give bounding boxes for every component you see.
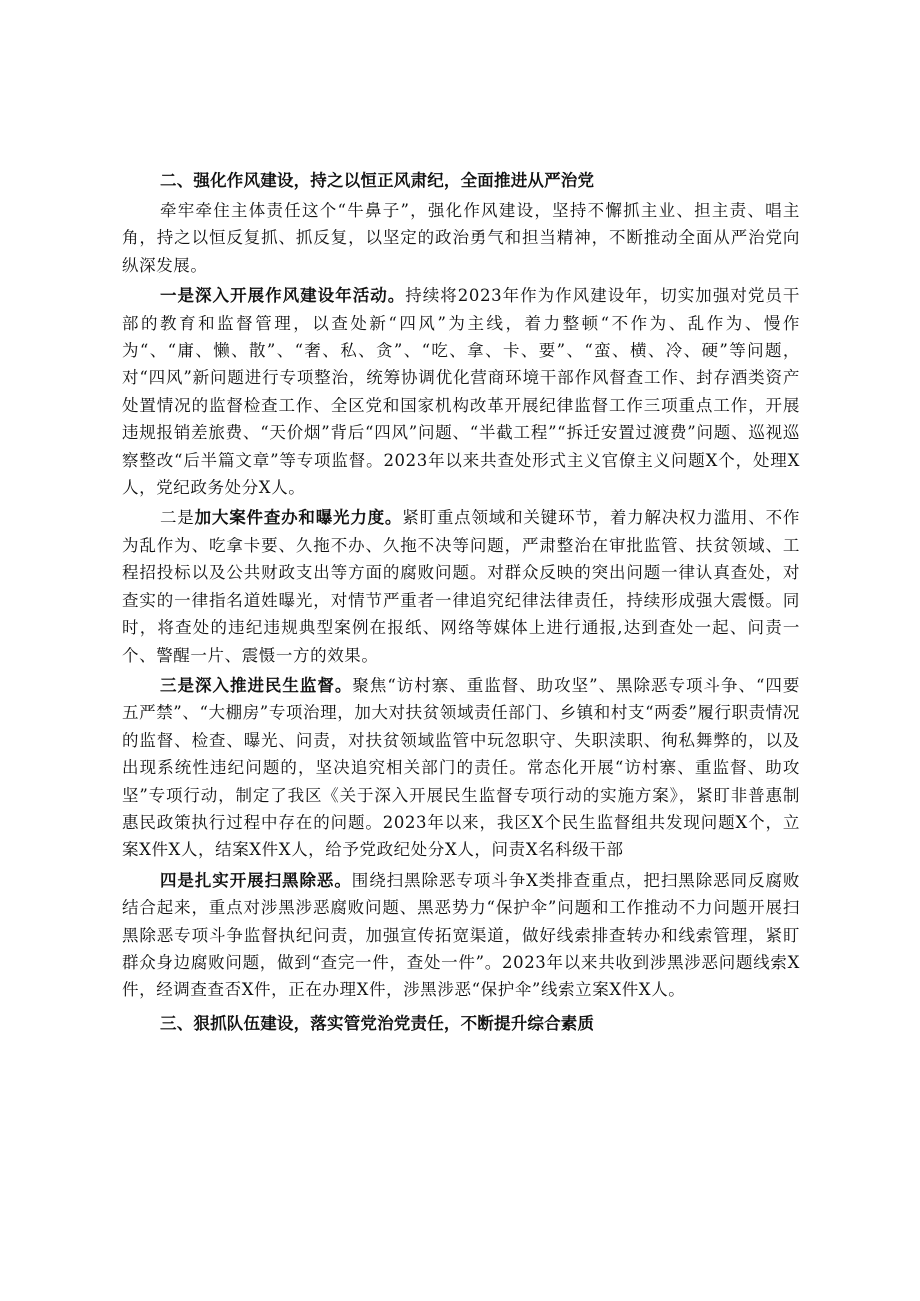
- item-4-lead: 四是扎实开展扫黑除恶。: [160, 870, 352, 890]
- section-3-heading: 三、狠抓队伍建设，落实管党治党责任，不断提升综合素质: [160, 1013, 595, 1033]
- item-1-lead: 一是深入开展作风建设年活动。: [160, 286, 406, 306]
- section-2-heading: 二、强化作风建设，持之以恒正风肃纪，全面推进从严治党: [160, 171, 595, 190]
- item-3-body: 聚焦“访村寨、重监督、助攻坚”、黑除恶专项斗争、“四要五严禁”、“大棚房”专项治理，加大对扶贫领域责任部门、乡镇和村支“两委”履行职责情况的监督、检查、曝光、问责，对扶贫领域监管中玩忽职守、失职渎职、徇私舞弊的，以及出现系统性违纪问题的，坚决追究相关部门的责任。常态化开展“访村寨、重监督、助攻坚”专项行动，制定了我区《关于深入开展民生监督专项行动的实施方案》，紧盯非普惠制惠民政策执行过程中存在的问题。2023年以来，我区X个民生监督组共发现问题X个，立案X件X人，结案X件X人，给予党政纪处分X人，问责X名科级干部: [122, 675, 800, 860]
- item-2-lead-plain: 二是: [160, 508, 195, 528]
- item-2-body: 紧盯重点领域和关键环节，着力解决权力滥用、不作为乱作为、吃拿卡要、久拖不办、久拖不决等问题，严肃整治在审批监管、扶贫领域、工程招投标以及公共财政支出等方面的腐败问题。对群众反映的突出问题一律认真查处，对查实的一律指名道姓曝光，对情节严重者一律追究纪律法律责任，持续形成强大震慑。同时，将查处的违纪违规典型案例在报纸、网络等媒体上进行通报,达到查处一起、问责一个、警醒一片、震慑一方的效果。: [122, 508, 800, 665]
- intro-paragraph: 牵牢牵住主体责任这个“牛鼻子”，强化作风建设，坚持不懈抓主业、担主责、唱主角，持之以恒反复抓、抓反复，以坚定的政治勇气和担当精神，不断推动全面从严治党向纵深发展。: [122, 201, 800, 275]
- item-4-body: 围绕扫黑除恶专项斗争X类排查重点，把扫黑除恶同反腐败结合起来，重点对涉黑涉恶腐败问题、黑恶势力“保护伞”问题和工作推动不力问题开展扫黑除恶专项斗争监督执纪问责，加强宣传拓宽渠道，做好线索排查转办和线索管理，紧盯群众身边腐败问题，做到“查完一件，查处一件”。2023年以来共收到涉黑涉恶问题线索X件，经调查查否X件，正在办理X件，涉黑涉恶“保护伞”线索立案X件X人。: [122, 870, 800, 1000]
- item-3-lead: 三是深入推进民生监督。: [160, 675, 353, 695]
- item-2-paragraph: [122, 504, 800, 668]
- item-2-lead: 加大案件查办和曝光力度。: [194, 508, 403, 528]
- item-1-paragraph: [122, 282, 800, 501]
- item-3-paragraph: [122, 672, 800, 864]
- item-1-body: 持续将2023年作为作风建设年，切实加强对党员干部的教育和监督管理，以查处新“四风”为主线，着力整顿“不作为、乱作为、慢作为“、“庸、懒、散”、“奢、私、贪”、“吃、拿、卡、要”、“蛮、横、冷、硬”等问题，对“四风”新问题进行专项整治，统筹协调优化营商环境干部作风督查工作、封存酒类资产处置情况的监督检查工作、全区党和国家机构改革开展纪律监督工作三项重点工作，开展违规报销差旅费、“天价烟”背后“四风”问题、“半截工程”“拆迁安置过渡费”问题、巡视巡察整改“后半篇文章”等专项监督。2023年以来共查处形式主义官僚主义问题X个，处理X人，党纪政务处分X人。: [122, 286, 800, 498]
- document-page: [122, 164, 800, 1040]
- item-4-paragraph: [122, 867, 800, 1004]
